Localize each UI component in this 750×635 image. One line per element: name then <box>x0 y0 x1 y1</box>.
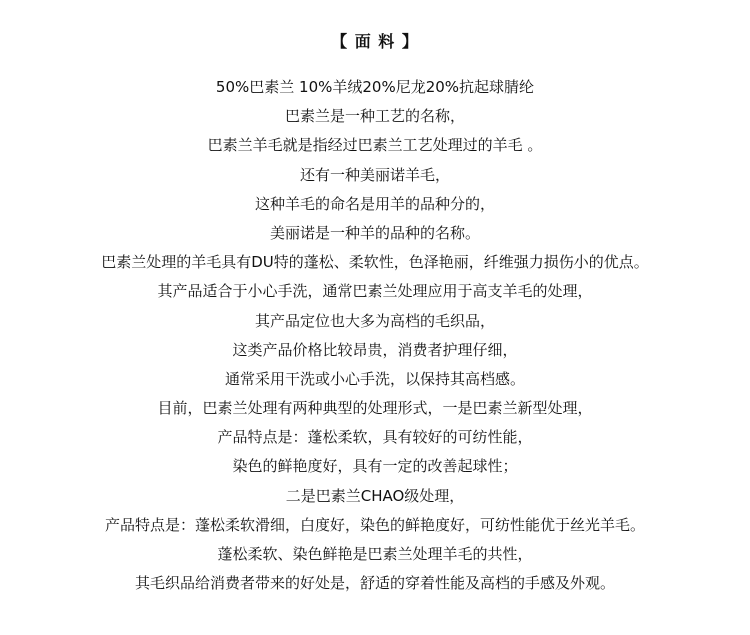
text-line: 还有一种美丽诺羊毛， <box>299 165 450 184</box>
text-line: 目前，巴素兰处理有两种典型的处理形式，一是巴素兰新型处理， <box>157 399 593 418</box>
text-line: 巴素兰是一种工艺的名称， <box>284 107 465 126</box>
text-line: 其产品适合于小心手洗，通常巴素兰处理应用于高支羊毛的处理， <box>157 282 593 301</box>
text-line: 这类产品价格比较昂贵，消费者护理仔细， <box>232 340 518 359</box>
text-line: 其毛织品给消费者带来的好处是，舒适的穿着性能及高档的手感及外观。 <box>134 574 615 593</box>
text-line: 这种羊毛的命名是用羊的品种分的， <box>254 194 495 213</box>
text-line: 美丽诺是一种羊的品种的名称。 <box>269 223 480 242</box>
text-line: 产品特点是：蓬松柔软，具有较好的可纺性能， <box>217 428 533 447</box>
text-line: 巴素兰羊毛就是指经过巴素兰工艺处理过的羊毛 。 <box>207 136 543 155</box>
fabric-description <box>0 73 750 598</box>
text-line: 蓬松柔软、染色鲜艳是巴素兰处理羊毛的共性， <box>217 545 533 563</box>
text-line: 其产品定位也大多为高档的毛织品， <box>254 311 495 330</box>
text-line: 巴素兰处理的羊毛具有DU特的蓬松、柔软性，色泽艳丽，纤维强力损伤小的优点。 <box>101 253 649 272</box>
text-line: 通常采用干洗或小心手洗，以保持其高档感。 <box>224 369 525 388</box>
composition-line: 50%巴素兰 10%羊绒20%尼龙20%抗起球腈纶 <box>215 78 535 96</box>
fabric-heading: 【 面 料 】 <box>331 32 419 51</box>
text-line: 二是巴素兰CHAO级处理， <box>285 486 465 505</box>
text-line: 染色的鲜艳度好，具有一定的改善起球性； <box>232 457 518 476</box>
text-line: 产品特点是：蓬松柔软滑细，白度好，染色的鲜艳度好，可纺性能优于丝光羊毛。 <box>104 515 645 534</box>
